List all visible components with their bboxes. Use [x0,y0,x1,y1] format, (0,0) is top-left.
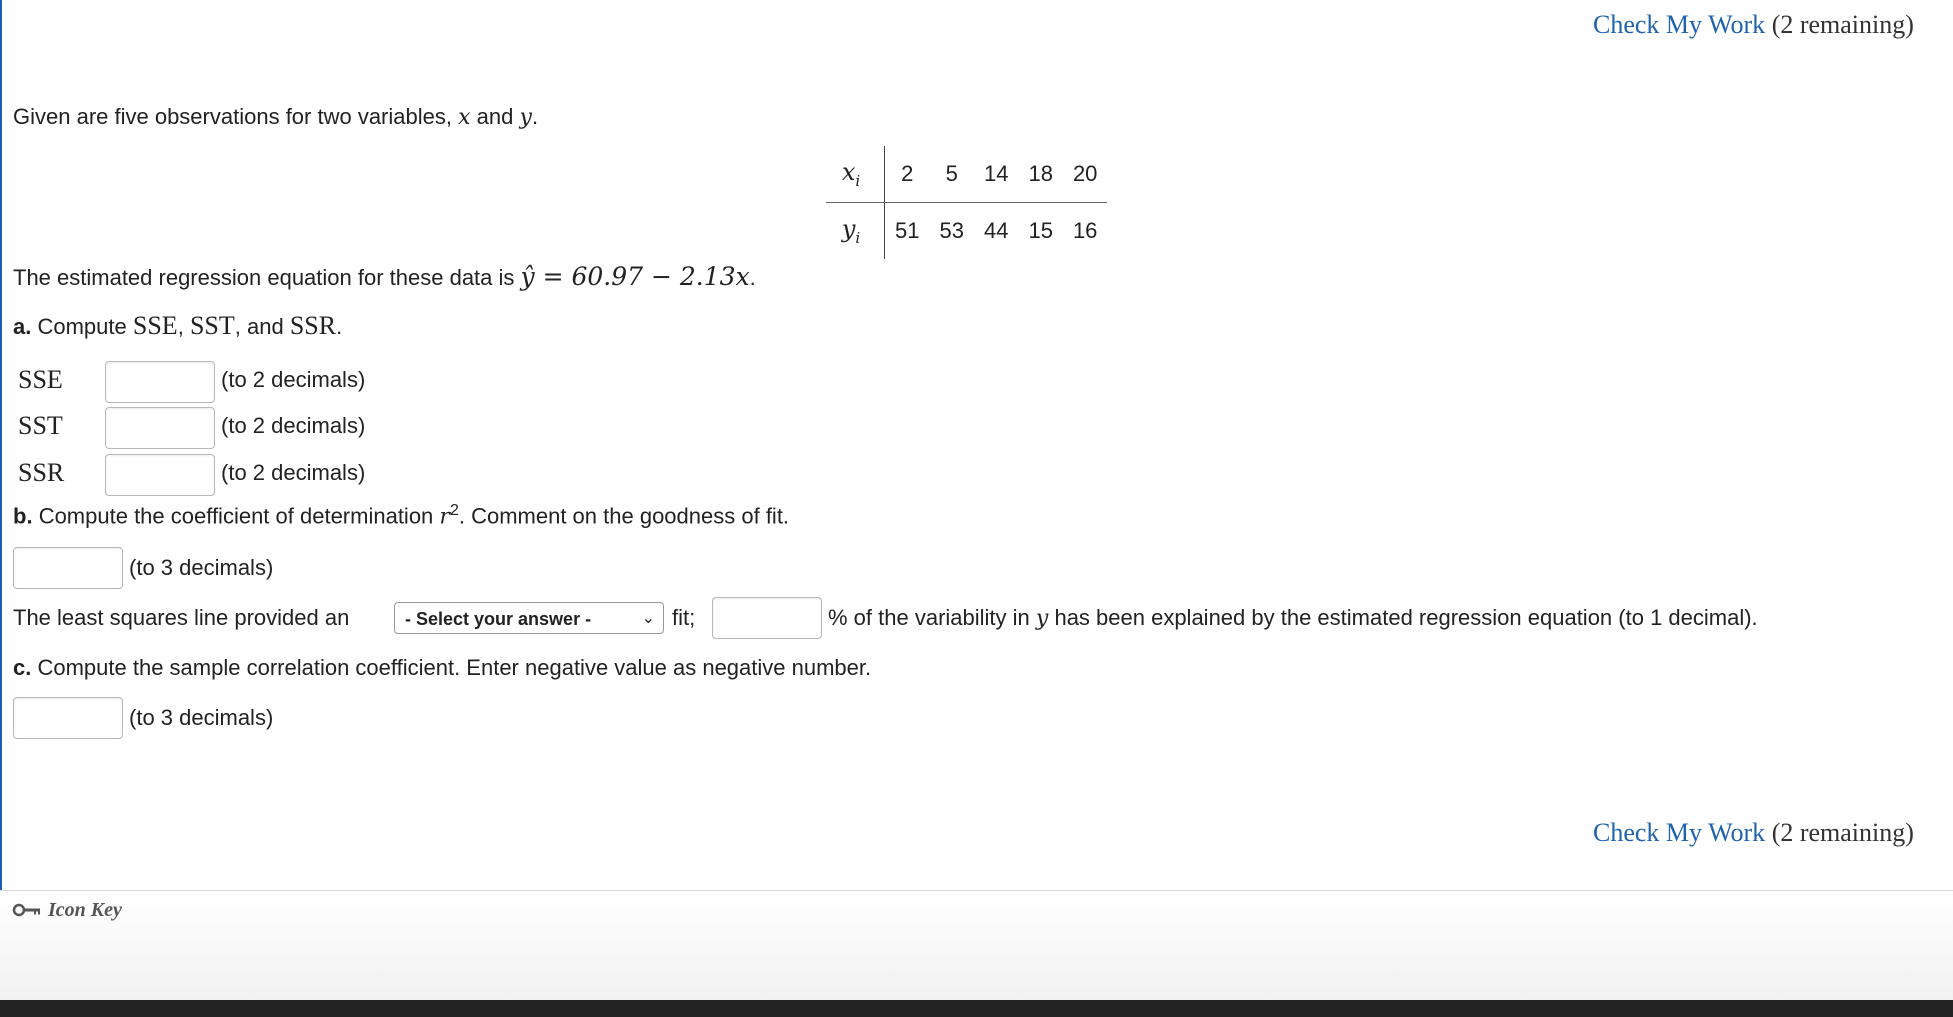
correlation-hint: (to 3 decimals) [129,705,274,730]
x-value: 2 [885,146,930,203]
part-a-sse: SSE [132,311,178,340]
part-a-prompt [13,311,342,341]
r2-input-wrapper [13,547,123,589]
part-a-ssr: SSR [289,311,337,340]
fit-select-value: - Select your answer - [405,609,592,629]
intro-text [13,104,538,130]
y-value: 16 [1072,218,1098,243]
y-value: 44 [983,218,1009,243]
remaining-count-top: (2 remaining) [1771,10,1914,39]
check-my-work-top [1593,10,1914,40]
var-x: x [458,105,471,130]
x-row [826,146,1107,203]
regression-statement [13,262,756,291]
part-a-sep1: , [177,314,184,339]
sst-label: SST [18,411,63,440]
regression-text: The estimated regression equation for these data is [13,265,515,290]
key-icon[interactable] [12,899,44,927]
r2-hint: (to 3 decimals) [129,555,274,580]
observations-table [826,146,1107,259]
r-symbol: r [439,504,450,530]
x-label: x [841,158,856,187]
r2-input[interactable] [14,548,122,588]
check-my-work-link-top[interactable]: Check My Work [1593,10,1766,39]
icon-key-label[interactable]: Icon Key [48,899,122,921]
percent-input-wrapper [712,597,822,639]
regression-equation: ŷ = 60.97 − 2.13x [520,262,750,291]
intro-and: and [476,104,514,129]
ssr-hint: (to 2 decimals) [221,460,366,485]
sse-input-wrapper [105,361,215,403]
sse-label: SSE [18,365,63,394]
var-y: y [519,105,532,130]
remaining-count-bottom: (2 remaining) [1771,818,1914,847]
fit-text: fit; [672,605,696,630]
part-a-text: Compute [37,314,127,339]
footer-area [0,890,1953,1001]
part-a-period: . [336,314,343,339]
sse-input[interactable] [106,362,214,402]
part-c-text: Compute the sample correlation coefficient. Enter negative value as negative number. [37,655,872,680]
part-b-prompt [13,502,789,529]
check-my-work-link-bottom[interactable]: Check My Work [1593,818,1766,847]
x-row-header [826,146,885,203]
part-b-text2: . Comment on the goodness of fit. [458,503,790,529]
y-value: 15 [1028,218,1053,243]
sst-input[interactable] [106,408,214,448]
regression-period: . [749,265,756,290]
bottom-strip [0,1000,1953,1017]
percent-sentence [828,605,1758,631]
ssr-input-wrapper [105,454,215,496]
r-input-wrapper [13,697,123,739]
part-a-sep2: , and [234,314,284,339]
intro-sentence: Given are five observations for two variables, [13,104,452,129]
percent-input[interactable] [713,598,821,638]
x-value: 14 [974,146,1018,203]
y-value: 51 [895,218,920,243]
percent-var-y: y [1035,606,1049,631]
y-row [826,203,1107,260]
part-b-text: Compute the coefficient of determination [38,503,434,529]
part-a-label: a. [13,314,32,339]
sst-hint: (to 2 decimals) [221,413,366,438]
part-c-prompt [13,655,871,681]
x-value: 18 [1018,146,1062,203]
percent-sentence-end: has been explained by the estimated regression equation (to 1 decimal). [1054,605,1758,630]
y-label: y [841,215,856,244]
sst-input-wrapper [105,407,215,449]
y-row-header [826,203,885,260]
chevron-down-icon: ⌄ [641,610,655,627]
intro-period: . [531,104,539,129]
percent-text: % of the variability in [828,605,1030,630]
part-a-sst: SST [189,311,235,340]
ssr-label: SSR [18,458,65,487]
part-b-label: b. [13,503,33,529]
ssr-input[interactable] [106,455,214,495]
x-value: 20 [1063,146,1107,203]
x-subscript: i [855,171,861,190]
r-exponent: 2 [449,502,459,519]
part-c-label: c. [13,655,32,680]
fit-sentence-start: The least squares line provided an [13,605,350,630]
x-value: 5 [929,146,973,203]
left-accent-bar [0,0,2,1000]
check-my-work-bottom [1593,818,1914,848]
y-subscript: i [855,228,861,247]
sse-hint: (to 2 decimals) [221,367,366,392]
y-value: 53 [939,218,964,243]
correlation-input[interactable] [14,698,122,738]
fit-select[interactable] [394,602,664,634]
